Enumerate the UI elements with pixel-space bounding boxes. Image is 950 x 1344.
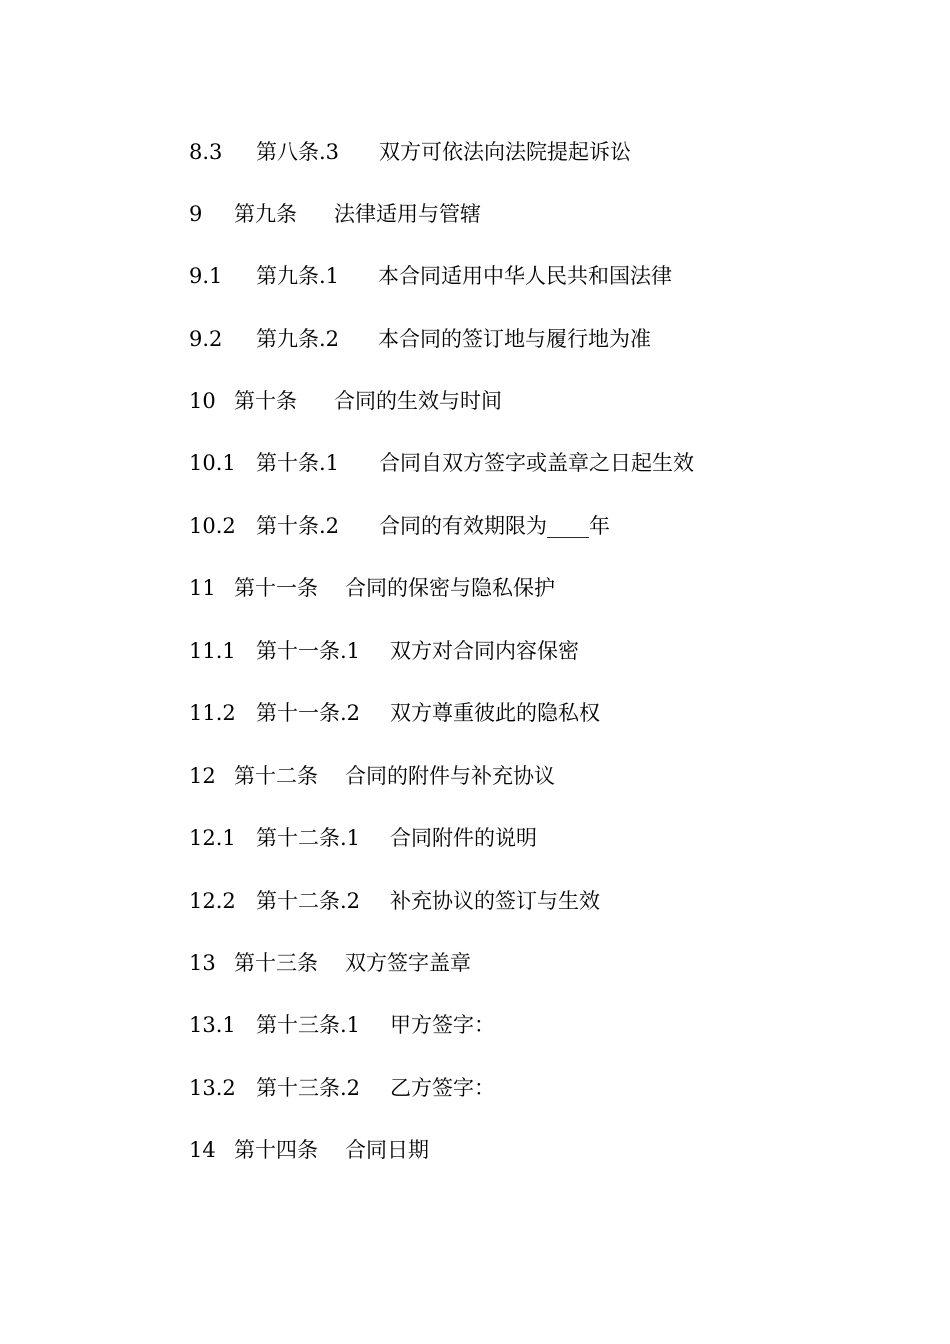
clause-article: 第十三条.1	[256, 1013, 361, 1037]
clause-number: 11.2	[189, 701, 236, 725]
clause-text: 合同附件的说明	[390, 826, 537, 850]
clause-text: 双方签字盖章	[345, 951, 471, 975]
clause-number: 12	[189, 764, 216, 788]
clause-article: 第九条.1	[256, 264, 340, 288]
clause-number: 9	[189, 202, 203, 226]
clause-number: 9.1	[189, 264, 223, 288]
clause-number: 9.2	[189, 327, 223, 351]
clause-article: 第十三条	[234, 951, 318, 975]
clause-article: 第十一条.2	[256, 701, 361, 725]
clause-text: 乙方签字：	[390, 1076, 495, 1100]
clause-article: 第十一条.1	[256, 639, 361, 663]
clause-number: 10	[189, 389, 216, 413]
clause-text: 合同的生效与时间	[334, 389, 502, 413]
clause-number: 11	[189, 576, 216, 600]
clause-text: 合同的有效期限为____年	[379, 514, 610, 538]
clause-article: 第十二条.2	[256, 889, 361, 913]
clause-text: 双方尊重彼此的隐私权	[390, 701, 600, 725]
clause-article: 第十条.1	[256, 451, 340, 475]
clause-text: 甲方签字：	[390, 1013, 495, 1037]
clause-number: 11.1	[189, 639, 236, 663]
clause-article: 第十条	[234, 389, 297, 413]
clause-text: 本合同的签订地与履行地为准	[378, 327, 651, 351]
clause-number: 12.2	[189, 889, 236, 913]
clause-article: 第十二条	[234, 764, 318, 788]
clause-number: 14	[189, 1138, 216, 1162]
clause-article: 第九条	[234, 202, 297, 226]
clause-text: 双方可依法向法院提起诉讼	[379, 140, 631, 164]
clause-number: 8.3	[189, 140, 223, 164]
clause-article: 第十四条	[234, 1138, 318, 1162]
clause-text: 本合同适用中华人民共和国法律	[378, 264, 672, 288]
clause-text: 双方对合同内容保密	[390, 639, 579, 663]
clause-number: 12.1	[189, 826, 236, 850]
clause-number: 10.1	[189, 451, 236, 475]
clause-article: 第十三条.2	[256, 1076, 361, 1100]
clause-article: 第十一条	[234, 576, 318, 600]
clause-text: 合同的保密与隐私保护	[345, 576, 555, 600]
clause-number: 10.2	[189, 514, 236, 538]
clause-text: 合同自双方签字或盖章之日起生效	[379, 451, 694, 475]
clause-text: 补充协议的签订与生效	[390, 889, 600, 913]
clause-number: 13.1	[189, 1013, 236, 1037]
clause-number: 13.2	[189, 1076, 236, 1100]
clause-article: 第八条.3	[256, 140, 340, 164]
clause-article: 第九条.2	[256, 327, 340, 351]
clause-number: 13	[189, 951, 216, 975]
clause-article: 第十条.2	[256, 514, 340, 538]
clause-text: 法律适用与管辖	[334, 202, 481, 226]
clause-text: 合同的附件与补充协议	[345, 764, 555, 788]
clause-article: 第十二条.1	[256, 826, 361, 850]
clause-text: 合同日期	[345, 1138, 429, 1162]
